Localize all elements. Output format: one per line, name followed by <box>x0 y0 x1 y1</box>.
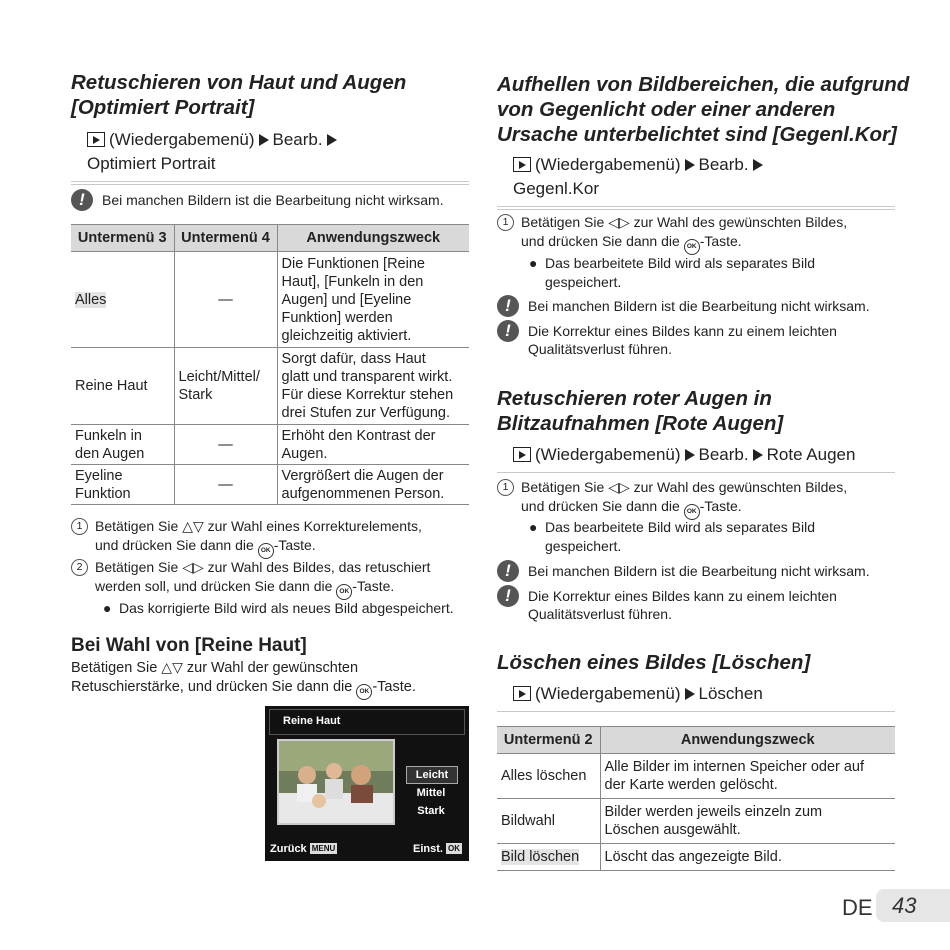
table-header-row <box>497 727 895 754</box>
left-right-arrows-icon: ◁▷ <box>608 214 630 230</box>
ok-button-icon: OK <box>684 239 700 255</box>
playback-icon <box>513 157 531 172</box>
arrow-right-icon <box>685 449 695 461</box>
section-title-portrait: Retuschieren von Haut und Augen [Optimiert Portrait] <box>71 71 407 119</box>
option-leicht: Leicht <box>406 766 458 784</box>
table-row <box>71 348 469 425</box>
caution-note: ! Die Korrektur eines Bildes kann zu einem leichten Qualitätsverlust führen. <box>497 585 897 625</box>
table-cell: Bildwahl <box>497 799 600 844</box>
step-1-rote-augen: 1 Betätigen Sie ◁▷ zur Wahl des gewünschten Bildes, und drücken Sie dann die OK -Taste. <box>497 478 897 518</box>
submenu-table-loeschen <box>497 726 895 871</box>
table-cell: Alles löschen <box>497 754 600 799</box>
table-cell: Die Funktionen [Reine Haut], [Funkeln in den Augen] und [Eyeline Funktion] werden gleichzeitig aktiviert. <box>277 252 469 348</box>
menu-key-icon: MENU <box>311 844 336 853</box>
table-row <box>71 465 469 505</box>
table-cell: Vergrößert die Augen der aufgenommenen Person. <box>277 465 469 505</box>
caution-icon: ! <box>497 295 519 317</box>
divider <box>497 209 895 210</box>
section-title-loeschen: Löschen eines Bildes [Löschen] <box>497 651 811 674</box>
table-header: Anwendungszweck <box>600 727 895 754</box>
step-number: 1 <box>71 518 88 535</box>
back-hint: Zurück MENU <box>270 843 336 855</box>
menu-path-rote-augen: (Wiedergabemenü) Bearb. Rote Augen <box>513 443 895 467</box>
left-right-arrows-icon: ◁▷ <box>182 559 204 575</box>
table-cell: Leicht/Mittel/ Stark <box>174 348 277 425</box>
option-stark: Stark <box>417 805 445 817</box>
divider <box>497 206 895 207</box>
table-header-row <box>71 225 469 252</box>
menu-path-portrait: (Wiedergabemenü) Bearb. Optimiert Portrait <box>87 128 469 176</box>
table-cell: Löscht das angezeigte Bild. <box>600 844 895 871</box>
table-header: Anwendungszweck <box>277 225 469 252</box>
table-row <box>497 799 895 844</box>
step-number: 1 <box>497 214 514 231</box>
table-cell: Bilder werden jeweils einzeln zum Löschen ausgewählt. <box>600 799 895 844</box>
option-mittel: Mittel <box>416 787 446 799</box>
divider <box>497 711 895 712</box>
caution-note: ! Die Korrektur eines Bildes kann zu einem leichten Qualitätsverlust führen. <box>497 320 897 360</box>
caution-icon: ! <box>497 585 519 607</box>
menu-path-loeschen: (Wiedergabemenü) Löschen <box>513 682 895 706</box>
up-down-arrows-icon: △▽ <box>161 659 183 675</box>
page-number: 43 <box>892 893 917 918</box>
table-cell: Reine Haut <box>71 348 174 425</box>
section-title-rote-augen: Retuschieren roter Augen in Blitzaufnahmen [Rote Augen] <box>497 387 784 435</box>
divider <box>71 184 469 185</box>
table-cell: Alles <box>71 252 174 348</box>
ok-button-icon: OK <box>356 684 372 700</box>
table-cell: Bild löschen <box>497 844 600 871</box>
menu-path-gegenlicht: (Wiedergabemenü) Bearb. Gegenl.Kor <box>513 153 895 201</box>
language-label: DE <box>842 895 873 920</box>
table-cell: — <box>174 465 277 505</box>
table-header: Untermenü 2 <box>497 727 600 754</box>
table-cell: Alle Bilder im internen Speicher oder auf der Karte werden gelöscht. <box>600 754 895 799</box>
table-header: Untermenü 4 <box>174 225 277 252</box>
ok-button-icon: OK <box>684 504 700 520</box>
up-down-arrows-icon: △▽ <box>182 518 204 534</box>
submenu-table-portrait <box>71 224 469 505</box>
caution-icon: ! <box>71 189 93 211</box>
ok-button-icon: OK <box>336 584 352 600</box>
caution-icon: ! <box>497 320 519 342</box>
caution-icon: ! <box>497 560 519 582</box>
playback-icon <box>513 447 531 462</box>
arrow-right-icon <box>685 159 695 171</box>
table-header: Untermenü 3 <box>71 225 174 252</box>
table-row <box>71 252 469 348</box>
playback-icon <box>87 132 105 147</box>
arrow-right-icon <box>753 449 763 461</box>
paragraph-reine-haut: Betätigen Sie △▽ zur Wahl der gewünschten Retuschierstärke, und drücken Sie dann die OK -Taste. <box>71 658 471 700</box>
divider <box>497 472 895 473</box>
left-right-arrows-icon: ◁▷ <box>608 479 630 495</box>
table-cell: Sorgt dafür, dass Haut glatt und transparent wirkt. Für diese Korrektur stehen drei Stufen zur Verfügung. <box>277 348 469 425</box>
table-row <box>497 844 895 871</box>
table-row <box>71 425 469 465</box>
table-cell: — <box>174 252 277 348</box>
sample-photo <box>277 739 395 825</box>
arrow-right-icon <box>685 688 695 700</box>
arrow-right-icon <box>753 159 763 171</box>
step-2: 2 Betätigen Sie ◁▷ zur Wahl des Bildes, das retuschiert werden soll, und drücken Sie dann die OK -Taste. <box>71 558 471 598</box>
ok-key-icon: OK <box>448 844 461 853</box>
playback-icon <box>513 686 531 701</box>
table-row <box>497 754 895 799</box>
step-number: 1 <box>497 479 514 496</box>
arrow-right-icon <box>259 134 269 146</box>
ok-button-icon: OK <box>258 543 274 559</box>
camera-screen-illustration <box>265 706 469 861</box>
table-cell: Eyeline Funktion <box>71 465 174 505</box>
step-number: 2 <box>71 559 88 576</box>
set-hint: Einst. OK <box>413 843 461 855</box>
arrow-right-icon <box>327 134 337 146</box>
divider <box>71 181 469 182</box>
table-cell: — <box>174 425 277 465</box>
table-cell: Funkeln in den Augen <box>71 425 174 465</box>
table-cell: Erhöht den Kontrast der Augen. <box>277 425 469 465</box>
step-1: 1 Betätigen Sie △▽ zur Wahl eines Korrekturelements, und drücken Sie dann die OK -Taste. <box>71 517 471 557</box>
subheading-reine-haut: Bei Wahl von [Reine Haut] <box>71 635 307 656</box>
section-title-gegenlicht: Aufhellen von Bildbereichen, die aufgrund von Gegenlicht oder einer anderen Ursache unterbelichtet sind [Gegenl.Kor] <box>497 73 910 146</box>
step-1-gegenlicht: 1 Betätigen Sie ◁▷ zur Wahl des gewünschten Bildes, und drücken Sie dann die OK -Taste. <box>497 213 897 253</box>
screen-title: Reine Haut <box>283 715 341 727</box>
